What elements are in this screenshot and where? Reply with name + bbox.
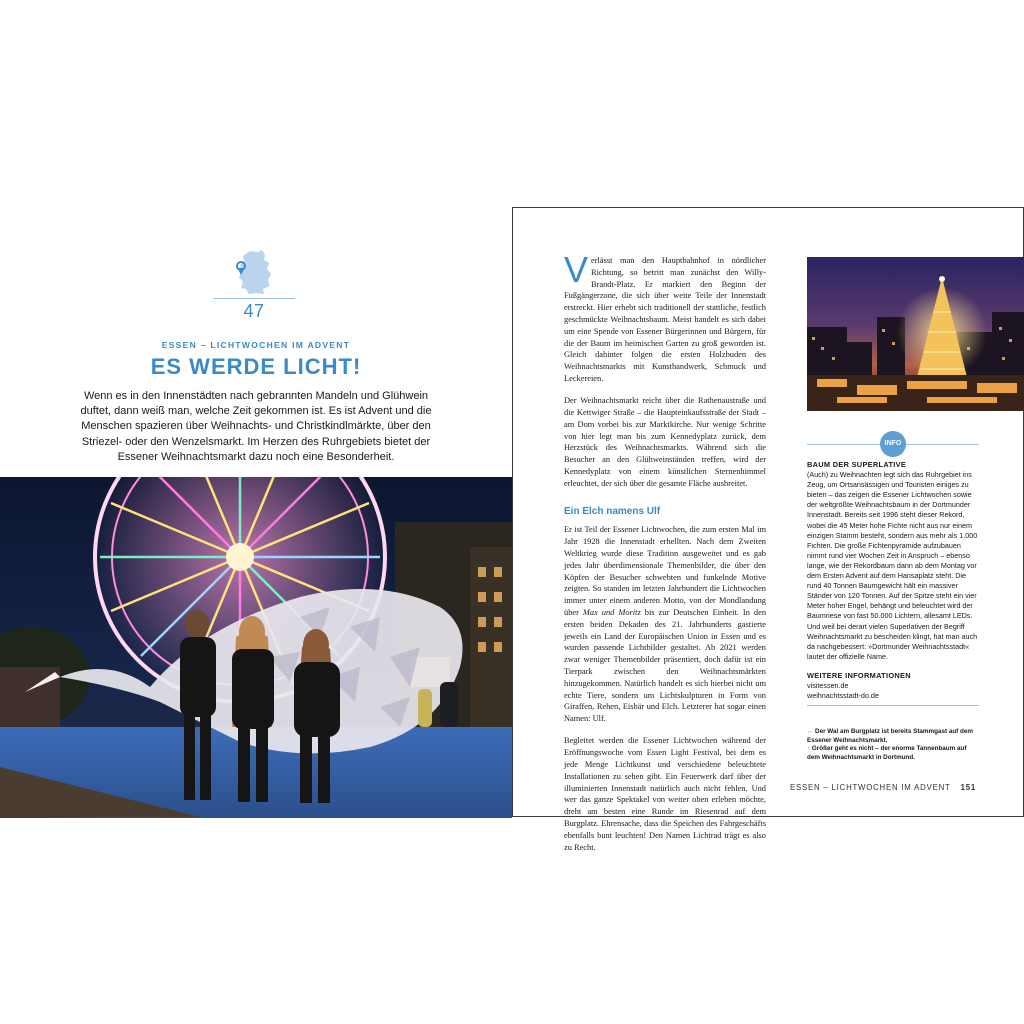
footer-section: ESSEN – LICHTWOCHEN IM ADVENT [790, 783, 951, 792]
paragraph-2: Der Weihnachtsmarkt reicht über die Rathenaustraße und die Kettwiger Straße – die Haupteinkaufsstraße der Stadt – am Dom vorbei bis zur Marktkirche. Nur wenige Schritte von hier legt man bis zum Kennedyplatz zurück, dem Herzstück des Weihnachtsmarkts. Während sich die Besucher an den Glühweinständen treffen, wird der Kennedyplatz von einem künstlichen Sternenhimmel erleuchtet, der sich über die gesamte Fläche ausbreitet. [564, 396, 766, 488]
caption-tree-text: Größer geht es nicht – der enorme Tannenbaum auf dem Weihnachtsmarkt in Dortmund. [807, 745, 967, 761]
body-text-column [564, 249, 767, 864]
paragraph-3-part-b: bis zur Deutschen Einheit. In den ersten beiden Dekaden des 21. Jahrhunderts gastierte jeweils ein Land der Europäischen Union in Essen und es wurden passende Lichtbilder gestaltet. Ab 2021 werden zwar weniger Themenbilder präsentiert, doch dafür ist ein Tierpark zwischen den Weihnachtsmärkten hinzugekommen. Natürlich handelt es sich hierbei nicht um echte Tiere, sondern um Lichtskulpturen in Form von Giraffen, Rehen, Eisbär und Elch. Letzterer hat sogar einen Namen: Ulf. [564, 608, 767, 724]
paragraph-1 [564, 249, 766, 385]
link-weihnachtsstadt[interactable]: weihnachtsstadt-do.de [807, 691, 879, 701]
caption-whale [807, 728, 979, 745]
paragraph-4: Begleitet werden die Essener Lichtwochen während der Eröffnungswoche vom Essen Light Festival, bei dem es jede Menge Lichtkunst und verschiedene beleuchtete Installationen zu sehen gibt. Ein Feuerwerk darf über der illuminierten Innenstadt natürlich auch nicht fehlen. Und wer das ganze Spektakel von weiter oben erleben möchte, dreht am besten eine Runde im Riesenrad auf dem Burgplatz. Ehrensache, dass die Speichen des Fahrgeschäfts ebenfalls bunt leuchten! Den Namen Lichtrad trägt es also zu Recht. [564, 736, 766, 852]
info-heading: BAUM DER SUPERLATIVE [807, 460, 907, 469]
section-kicker: ESSEN – LICHTWOCHEN IM ADVENT [161, 340, 351, 350]
photo-captions [807, 728, 979, 762]
caption-rule [807, 705, 979, 706]
info-badge: INFO [880, 431, 906, 457]
subheading: Ein Elch namens Ulf [564, 505, 661, 517]
arrow-left-icon: ← [807, 728, 814, 735]
caption-tree [807, 745, 979, 762]
paragraph-3-italic: Max und Moritz [582, 608, 641, 618]
right-page [512, 207, 1024, 852]
more-info-heading: WEITERE INFORMATIONEN [807, 670, 911, 680]
dortmund-christmas-tree-photo [807, 257, 1024, 411]
page-number: 151 [960, 783, 976, 792]
chapter-number: 47 [243, 301, 265, 321]
drop-cap: V [564, 249, 589, 290]
link-visitessen[interactable]: visitessen.de [807, 680, 849, 690]
germany-map-pin-icon [234, 249, 276, 295]
paragraph-3-part-a: Er ist Teil der Essener Lichtwochen, die zum ersten Mal im Jahr 1928 die Innenstadt erhellten. Nach dem Zweiten Weltkrieg wurde diese Tradition ausgeweitet und es gab jedes Jahr überdimensionale Themenbilder, die über den Köpfen der Besucher schwebten und funkelnde Motive zeigten. So standen im letzten Jahrhundert die Lichtwochen immer unter einem anderen Motto, von der Mondlandung über [564, 525, 766, 618]
info-text: (Auch) zu Weihnachten legt sich das Ruhrgebiet ins Zeug, um Ortsansässigen und Touristen einiges zu bieten – das zeigen die Essener Lichtwochen sowie der weltgrößte Weihnachtsbaum in der Dortmunder Innenstadt. Bereits seit 1996 steht dieser Rekord, wobei die 45 Meter hohe Fichte nicht aus nur einem einzigen Stamm besteht, sondern aus mehr als 1.000 Fichten. Die große Fichtenpyramide aufzubauen nimmt rund vier Wochen Zeit in Anspruch – ebenso lange, wie der Rekordbaum dann ab dem Montag vor dem Ersten Advent auf dem Hansaplatz steht. Die rund 40 Tonnen Baumgewicht hält ein massiver Ständer von 120 Tonnen. Auf der Spitze steht ein vier Meter hoher Engel, behängt und beleuchtet wird der Baumriese von fast 50.000 Lichtern, allesamt LEDs. Und weil bei derart vielen Superlativen der Begriff Weihnachtsmarkt zu bescheiden klingt, hat man auch da nachgebessert: »Dortmunder Weihnachtsstadt« lautet der offizielle Name. [807, 470, 978, 661]
headline: ES WERDE LICHT! [150, 354, 362, 379]
page-footer [790, 783, 976, 792]
caption-whale-text: Der Wal am Burgplatz ist bereits Stammgast auf dem Essener Weihnachtsmarkt. [807, 728, 973, 744]
arrow-up-icon: ↑ [807, 745, 811, 753]
paragraph-3 [564, 524, 766, 725]
info-sidebar [807, 460, 979, 701]
number-rule [213, 298, 295, 299]
whale-ferris-wheel-photo [0, 477, 512, 818]
paragraph-1-text: erlässt man den Hauptbahnhof in nördlicher Richtung, so betritt man zunächst den Willy-Brandt-Platz. Er markiert den Beginn der Fußgängerzone, die sich über weite Teile der Innenstadt erstreckt. Hier erhebt sich traditionell der stattliche, festlich geschmückte Weihnachtsbaum. Meist handelt es sich dabei um eine Spende von Essener Bürgerinnen und Bürgern, für die der Baum im heimischen Garten zu groß geworden ist. Gleich dahinter folgen die ersten Holzbuden des Weihnachtsmarkts mit Kunsthandwerk, Schmuck und Leckereien. [564, 256, 766, 383]
intro-paragraph: Wenn es in den Innenstädten nach gebrannten Mandeln und Glühwein duftet, dann weiß man, welche Zeit gekommen ist. Es ist Advent und die Menschen spazieren über Weihnachts- und Christkindlmärkte, über den Striezel- oder den Wenzelsmarkt. Im Herzen des Ruhrgebiets bietet der Essener Weihnachtsmarkt dazu noch eine Besonderheit. [80, 390, 432, 463]
